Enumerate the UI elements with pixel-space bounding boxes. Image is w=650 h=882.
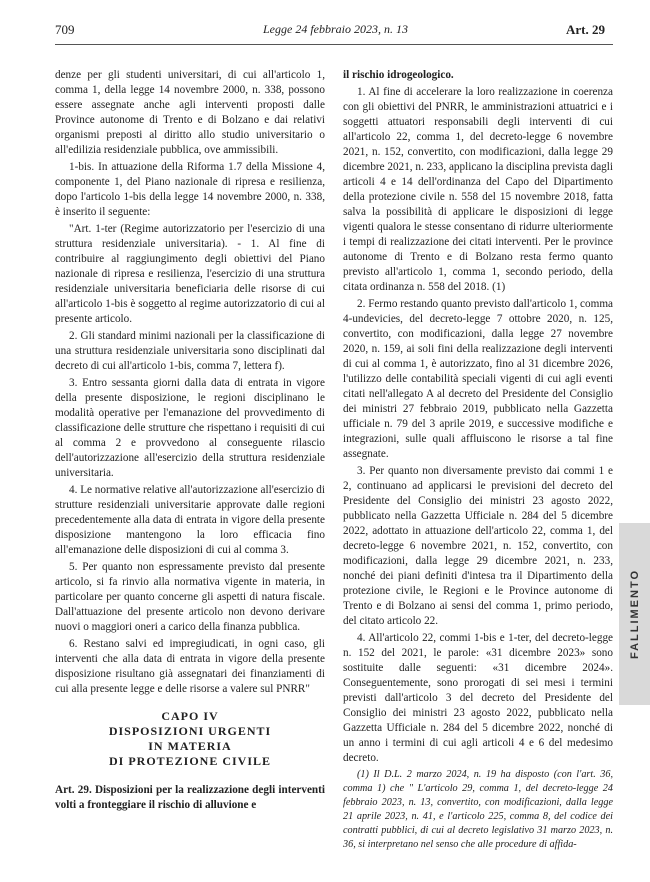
paragraph: 5. Per quanto non espressamente previsto dal presente articolo, si fa rinvio alla normativa vigente in materia, in particolare per quanto concerne gli aspetti di natura fiscale. Dall'attuazione del presente articolo non devono derivare nuovi o maggiori oneri a carico della finanza pubblica. <box>55 561 325 633</box>
paragraph: 2. Fermo restando quanto previsto dall'articolo 1, comma 4-undevicies, del decreto-legge 7 ottobre 2020, n. 125, convertito, con modificazioni, dalla legge 27 novembre 2020, n. 159, ai soli fini della realizzazione degli interventi di cui al comma 1, è autorizzato, fino al 31 dicembre 2026, l'utilizzo delle contabilità speciali vigenti di cui agli eventi citati nell'allegato A al decreto del Presidente del Consiglio dei ministri 27 febbraio 2019, pubblicato nella Gazzetta ufficiale n. 79 del 3 aprile 2019, e successive modifiche e integrazioni, sulle quali affluiscono le risorse a tal fine assegnate. <box>343 298 613 460</box>
paragraph: 1. Al fine di accelerare la loro realizzazione in coerenza con gli obiettivi del PNRR, le amministrazioni attuatrici e i soggetti attuatori responsabili degli interventi di cui all'articolo 22, comma 1, del decreto-legge 6 novembre 2021, n. 152, convertito, con modificazioni, dalla legge 29 dicembre 2021, n. 233, applicano la disciplina prevista dagli articoli 4 e 14 dell'ordinanza del Capo del Dipartimento della protezione civile n. 558 del 15 novembre 2018, fatta salva la possibilità di applicare le disposizioni di legge vigenti qualora le stesse consentano di ridurre ulteriormente i tempi di realizzazione dei citati interventi. Per le province autonome di Trento e di Bolzano resta fermo quanto previsto all'articolo 1, comma 1, secondo periodo, della citata ordinanza n. 558 del 2018. (1) <box>343 86 613 293</box>
paragraph: denze per gli studenti universitari, di cui all'articolo 1, comma 1, della legge 14 novembre 2000, n. 338, possono essere assegnate anche agli interventi proposti dalle Province autonome di Trento e di Bolzano e dai relativi organismi preposti al diritto allo studio universitario o all'edilizia residenziale pubblica, ove ammissibili. <box>55 69 325 156</box>
paragraph: 3. Per quanto non diversamente previsto dai commi 1 e 2, continuano ad applicarsi le previsioni del decreto del Presidente del Consiglio dei ministri 23 agosto 2022, pubblicato nella Gazzetta Ufficiale n. 284 del 5 dicembre 2022, adottato in attuazione dell'articolo 22, comma 1, del decreto-legge 6 novembre 2021, n. 152, convertito, con modificazioni, dalla legge 29 dicembre 2021, n. 233, nonché dei piani definiti d'intesa tra il Dipartimento della protezione civile, le Regioni e le Province autonome di Trento e di Bolzano ai sensi del comma 1, primo periodo, del citato articolo 22. <box>343 465 613 627</box>
header-rule <box>55 44 613 45</box>
paragraph: "Art. 1-ter (Regime autorizzatorio per l'esercizio di una struttura residenziale universitaria). - 1. Al fine di contribuire al raggiungimento degli obiettivi del Piano nazionale di ripresa e resilienza, l'esercizio di una struttura residenziale universitaria beneficiaria delle risorse di cui all'articolo 1-bis è soggetto al regime autorizzatorio di cui al presente articolo. <box>55 223 325 325</box>
running-title: Legge 24 febbraio 2023, n. 13 <box>263 22 408 36</box>
chapter-heading <box>55 709 325 769</box>
section-tab <box>619 523 650 705</box>
article-label: Art. 29 <box>566 22 605 37</box>
paragraph: 3. Entro sessanta giorni dalla data di entrata in vigore della presente disposizione, le regioni disciplinano le modalità operative per l'emanazione del provvedimento di classificazione delle strutture che rispettano i requisiti di cui al comma 2 e provvedono al conseguente rilascio dell'autorizzazione all'esercizio della struttura residenziale universitaria. <box>55 377 325 479</box>
article-title: Art. 29. Disposizioni per la realizzazione degli interventi volti a fronteggiare il rischio di alluvione e <box>55 784 325 811</box>
paragraph: 4. All'articolo 22, commi 1-bis e 1-ter, del decreto-legge n. 152 del 2021, le parole: «31 dicembre 2023» sono sostituite dalle seguenti: «31 dicembre 2024». Conseguentemente, sono prorogati di sei mesi i termini previsti dall'articolo 3 del decreto del Presidente del Consiglio dei ministri 23 agosto 2022, pubblicato nella Gazzetta Ufficiale n. 284 del 5 dicembre 2022, nonché di un anno i termini di cui agli articoli 4 e 6 del medesimo decreto. <box>343 632 613 764</box>
paragraph: 2. Gli standard minimi nazionali per la classificazione di una struttura residenziale universitaria sono disciplinati dal decreto di cui all'articolo 1-bis, comma 7, lettera f). <box>55 330 325 372</box>
paragraph: 6. Restano salvi ed impregiudicati, in ogni caso, gli interventi che alla data di entrata in vigore della presente disposizione risultano già assegnatari dei finanziamenti di cui alla presente legge e delle risorse a valere sul PNRR" <box>55 638 325 695</box>
paragraph: 4. Le normative relative all'autorizzazione all'esercizio di strutture residenziali universitarie approvate dalle regioni precedentemente alla data di entrata in vigore della presente disposizione mantengono la loro efficacia fino all'emanazione delle disposizioni di cui al comma 3. <box>55 484 325 556</box>
chapter-line: CAPO IV <box>161 709 219 723</box>
page-number: 709 <box>55 22 75 37</box>
right-column <box>343 68 613 854</box>
chapter-line: IN MATERIA <box>148 739 232 753</box>
paragraph: 1-bis. In attuazione della Riforma 1.7 della Missione 4, componente 1, del Piano nazionale di ripresa e resilienza, dopo l'articolo 1-bis della legge 14 novembre 2000, n. 338, è inserito il seguente: <box>55 161 325 218</box>
article-title-continuation: il rischio idrogeologico. <box>343 69 454 81</box>
left-column <box>55 68 325 815</box>
section-tab-label: FALLIMENTO <box>628 568 641 660</box>
page-header <box>55 22 605 42</box>
footnote: (1) Il D.L. 2 marzo 2024, n. 19 ha disposto (con l'art. 36, comma 1) che " L'articolo 29, comma 1, del decreto-legge 24 febbraio 2023, n. 13, convertito, con modificazioni, dalla legge 21 aprile 2023, n. 41, e l'articolo 225, comma 8, del codice dei contratti pubblici, di cui al decreto legislativo 31 marzo 2023, n. 36, si interpretano nel senso che alle procedure di affida- <box>343 769 613 850</box>
chapter-line: DI PROTEZIONE CIVILE <box>108 754 272 768</box>
chapter-line: DISPOSIZIONI URGENTI <box>108 724 272 738</box>
